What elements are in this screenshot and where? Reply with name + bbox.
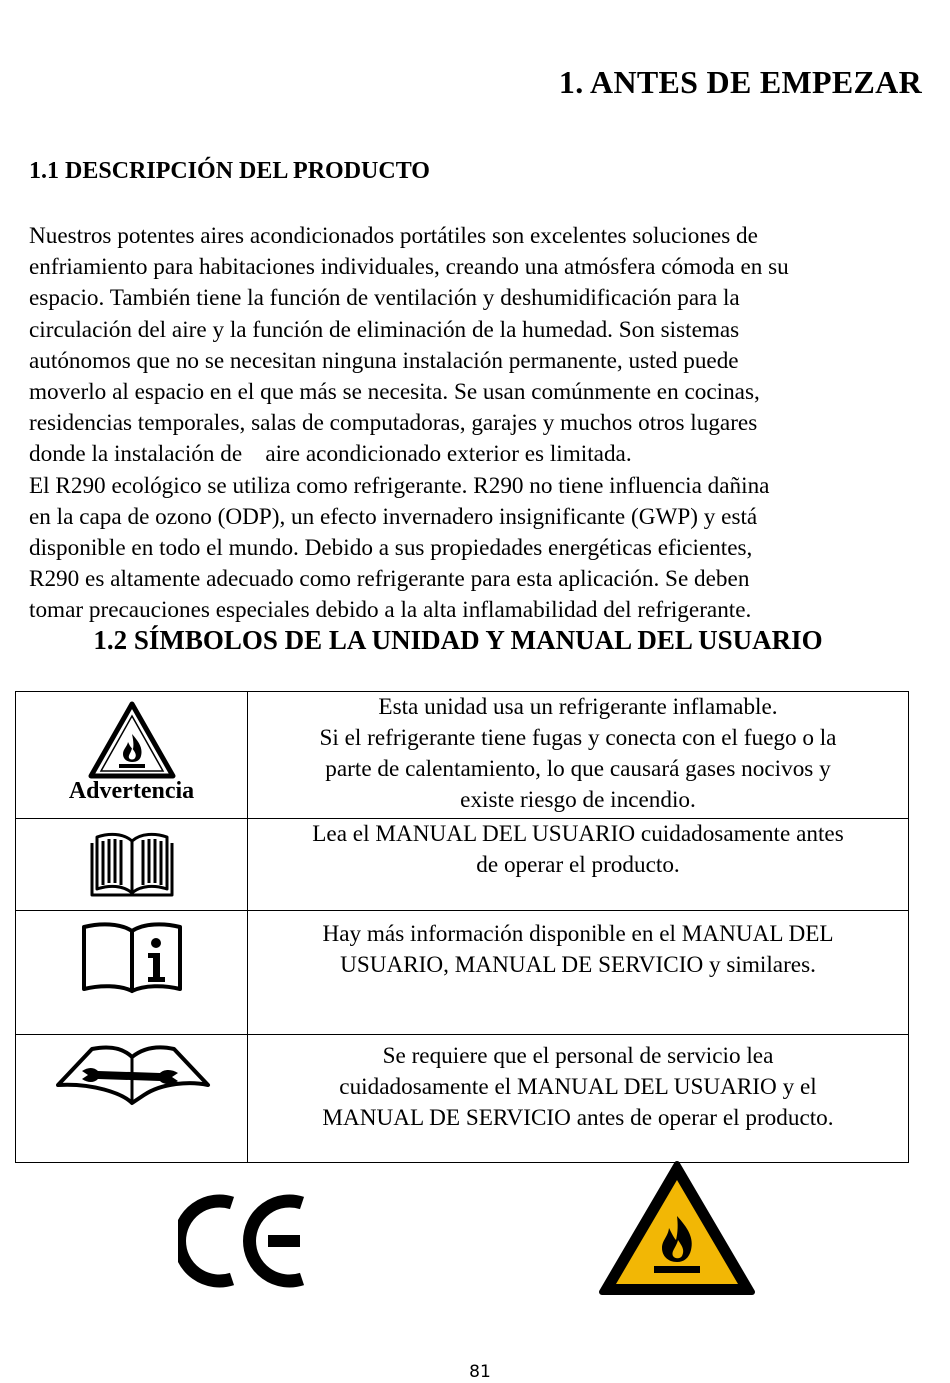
- open-book-icon: [87, 827, 177, 901]
- paragraph-line: R290 es altamente adecuado como refrigerante para esta aplicación. Se deben: [29, 566, 750, 593]
- paragraph-line: tomar precauciones especiales debido a la alta inflamabilidad del refrigerante.: [29, 597, 752, 624]
- ce-mark-icon: [178, 1193, 308, 1289]
- symbol-description: [248, 692, 909, 819]
- page-number: 81: [469, 1362, 491, 1382]
- symbol-description: [248, 1035, 909, 1163]
- paragraph-line: disponible en todo el mundo. Debido a sus propiedades energéticas eficientes,: [29, 535, 753, 562]
- symbol-description: [248, 819, 909, 911]
- service-manual-wrench-icon: [52, 1043, 212, 1109]
- table-row: [16, 692, 909, 819]
- paragraph-line: enfriamiento para habitaciones individuales, creando una atmósfera cómoda en su: [29, 254, 789, 281]
- description-line: Lea el MANUAL DEL USUARIO cuidadosamente antes: [312, 821, 844, 847]
- paragraph-line: circulación del aire y la función de eliminación de la humedad. Son sistemas: [29, 316, 740, 343]
- symbol-cell: [16, 692, 248, 819]
- description-line: Si el refrigerante tiene fugas y conecta con el fuego o la: [319, 725, 837, 751]
- description-line: Se requiere que el personal de servicio lea: [382, 1043, 774, 1069]
- paragraph-line: autónomos que no se necesitan ninguna instalación permanente, usted puede: [29, 347, 739, 374]
- section-heading-symbols: 1.2 SÍMBOLOS DE LA UNIDAD Y MANUAL DEL USUARIO: [93, 625, 823, 655]
- description-line: Esta unidad usa un refrigerante inflamable.: [378, 694, 778, 720]
- chapter-title: 1. ANTES DE EMPEZAR: [558, 64, 922, 100]
- paragraph-line: Nuestros potentes aires acondicionados portátiles son excelentes soluciones de: [29, 223, 758, 249]
- table-row: [16, 1035, 909, 1163]
- paragraph-line: en la capa de ozono (ODP), un efecto invernadero insignificante (GWP) y está: [29, 503, 758, 530]
- symbols-table: [15, 691, 909, 1163]
- section-heading-product-description: 1.1 DESCRIPCIÓN DEL PRODUCTO: [29, 158, 430, 184]
- symbol-cell: [16, 911, 248, 1035]
- flammable-warning-icon: [87, 700, 177, 780]
- flammable-hazard-sign-icon: [598, 1160, 756, 1298]
- paragraph-line: espacio. También tiene la función de ventilación y deshumidificación para la: [29, 285, 740, 312]
- paragraph-line: moverlo al espacio en el que más se necesita. Se usan comúnmente en cocinas,: [29, 379, 760, 406]
- product-description-paragraph: [29, 221, 929, 627]
- book-info-icon: [80, 919, 184, 995]
- paragraph-line: El R290 ecológico se utiliza como refrigerante. R290 no tiene influencia dañina: [29, 472, 770, 499]
- description-line: parte de calentamiento, lo que causará gases nocivos y: [325, 756, 831, 782]
- description-line: MANUAL DE SERVICIO antes de operar el producto.: [322, 1105, 834, 1131]
- warning-label: Advertencia: [68, 778, 195, 804]
- table-row: [16, 911, 909, 1035]
- symbol-description: [248, 911, 909, 1035]
- paragraph-line: residencias temporales, salas de computadoras, garajes y muchos otros lugares: [29, 410, 758, 437]
- description-line: Hay más información disponible en el MANUAL DEL: [322, 921, 834, 947]
- description-line: cuidadosamente el MANUAL DEL USUARIO y el: [339, 1074, 817, 1100]
- description-line: USUARIO, MANUAL DE SERVICIO y similares.: [340, 952, 816, 978]
- description-line: de operar el producto.: [476, 852, 680, 878]
- table-row: [16, 819, 909, 911]
- paragraph-line: donde la instalación de aire acondicionado exterior es limitada.: [29, 441, 632, 468]
- description-line: existe riesgo de incendio.: [460, 787, 696, 813]
- symbol-cell: [16, 819, 248, 911]
- symbol-cell: [16, 1035, 248, 1163]
